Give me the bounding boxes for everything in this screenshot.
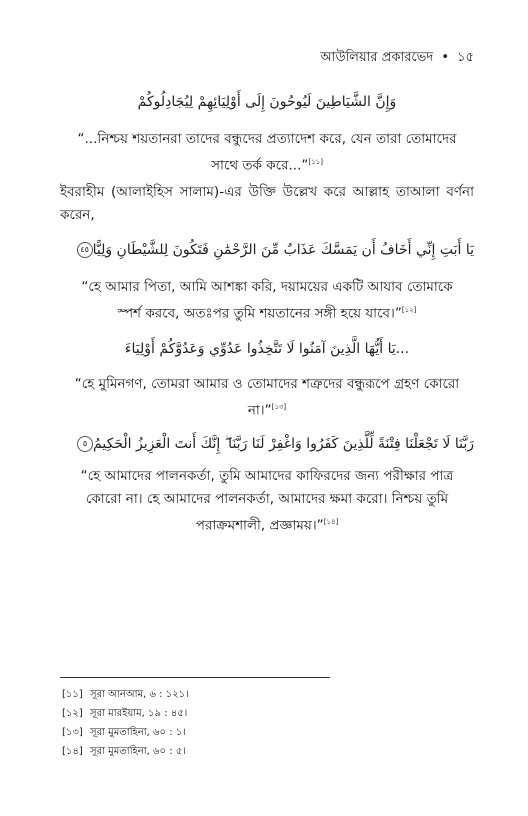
footnote-number: [১২] — [62, 708, 83, 719]
arabic-verse-4 — [60, 436, 474, 452]
footnote — [62, 687, 189, 704]
header-bullet: • — [441, 50, 449, 65]
quote-4-text: “হে আমাদের পালনকর্তা, তুমি আমাদের কাফিরদের জন্য পরীক্ষার পাত্র কোরো না। হে আমাদের পালনকর্তা, আমাদের ক্ষমা করো। নিশ্চয় তুমি পরাক্রমশালী, প্রজ্ঞাময়।” — [80, 468, 454, 534]
quote-3 — [70, 373, 464, 423]
page-number: ১৫ — [457, 50, 474, 65]
footnote-divider — [60, 677, 330, 678]
footnote-text: সূরা মুমতাহিনা, ৬০ : ৫। — [90, 746, 186, 757]
footnote-text: সূরা মুমতাহিনা, ৬০ : ১। — [90, 727, 186, 738]
footnote-number: [১৩] — [62, 727, 83, 738]
quote-1-text: “...নিশ্চয় শয়তানরা তাদের বন্ধুদের প্রত্যাদেশ করে, যেন তারা তোমাদের সাথে তর্ক করে...” — [77, 131, 457, 174]
quote-4 — [70, 465, 464, 538]
quote-2-text: “হে আমার পিতা, আমি আশঙ্কা করি, দয়াময়ের একটি আযাব তোমাকে স্পর্শ করবে, অতঃপর তুমি শয়তানের সঙ্গী হয়ে যাবে।” — [81, 279, 453, 322]
running-header — [320, 48, 474, 69]
quote-2-ref: [১২] — [401, 306, 417, 314]
ayah-number-icon: ٥ — [77, 436, 93, 452]
ayah-number-icon: ٤٥ — [77, 242, 93, 258]
arabic-verse-3: ...يَا أَيُّهَا الَّذِينَ آمَنُوا لَا تَتَّخِذُوا عَدُوِّي وَعَدُوَّكُمْ أَوْلِيَاءَ — [124, 341, 410, 357]
header-title: আউলিয়ার প্রকারভেদ — [320, 50, 434, 65]
footnote — [62, 725, 186, 742]
arabic-verse-2 — [60, 242, 474, 258]
footnote-number: [১৪] — [62, 746, 83, 757]
footnote-number: [১১] — [62, 689, 83, 700]
quote-1 — [70, 128, 464, 178]
quote-3-ref: [১৩] — [271, 403, 287, 411]
quote-1-ref: [১১] — [308, 158, 323, 166]
footnote-text: সূরা আনআম, ৬ : ১২১। — [90, 689, 189, 700]
footnote-text: সূরা মারইয়াম, ১৯ : ৪৫। — [90, 708, 188, 719]
quote-2 — [70, 276, 464, 326]
arabic-verse-2-text: يَا أَبَتِ إِنِّي أَخَافُ أَن يَمَسَّكَ عَذَابٌ مِّنَ الرَّحْمَٰنِ فَتَكُونَ لِلشَّيْطَانِ وَلِيًّا — [92, 242, 474, 258]
paragraph-1: ইবরাহীম (আলাইহিস সালাম)-এর উক্তি উল্লেখ করে আল্লাহ তাআলা বর্ণনা করেন, — [60, 184, 474, 223]
quote-3-text: “হে মুমিনগণ, তোমরা আমার ও তোমাদের শত্রুদের বন্ধুরূপে গ্রহণ কোরো না।” — [74, 376, 460, 419]
quote-4-ref: [১৪] — [323, 518, 339, 526]
arabic-verse-4-text: رَبَّنَا لَا تَجْعَلْنَا فِتْنَةً لِّلَّذِينَ كَفَرُوا وَاغْفِرْ لَنَا رَبَّنَا ۖ إِنَّكَ أَنتَ الْعَزِيزُ الْحَكِيمُ — [93, 436, 474, 452]
footnote — [62, 744, 186, 761]
footnote — [62, 706, 187, 723]
arabic-verse-1: وَإِنَّ الشَّيَاطِينَ لَيُوحُونَ إِلَى أَوْلِيَائِهِمْ لِيُجَادِلُوكُمْ — [137, 94, 397, 110]
